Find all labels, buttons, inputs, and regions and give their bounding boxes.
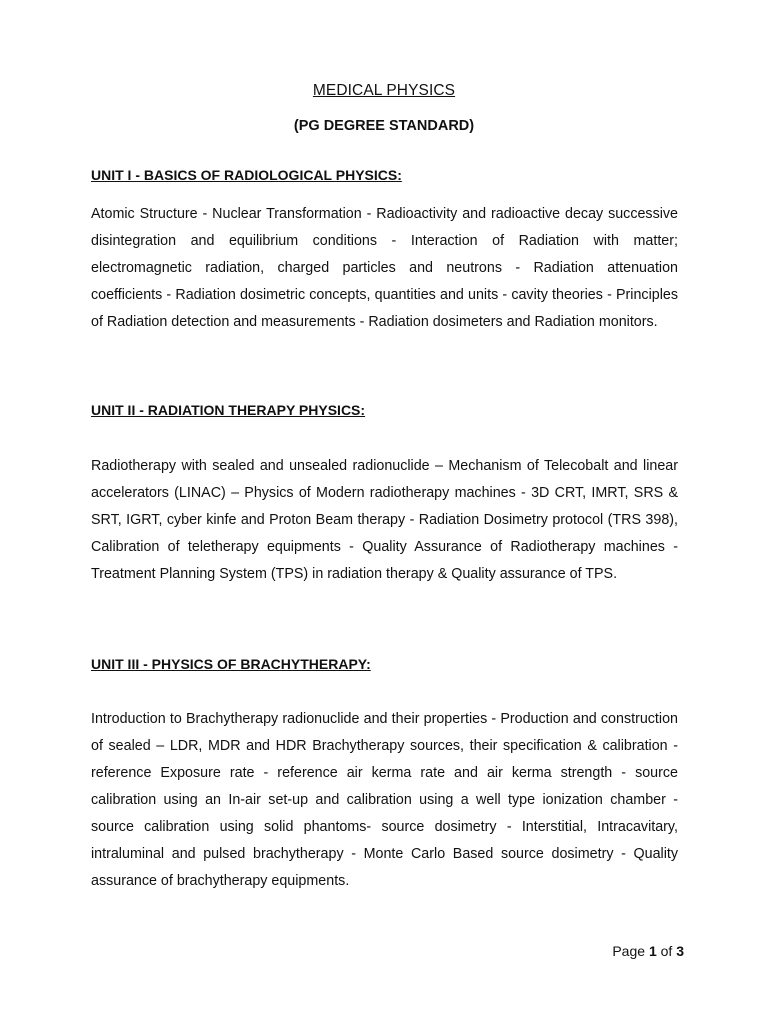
unit-2-body: Radiotherapy with sealed and unsealed radionuclide – Mechanism of Telecobalt and linear accelerators (LINAC) – Physics of Modern radiotherapy machines - 3D CRT, IMRT, SRS & SRT, IGRT, cyber kinfe and Proton Beam therapy - Radiation Dosimetry protocol (TRS 398), Calibration of teletherapy equipments - Quality Assurance of Radiotherapy machines - Treatment Planning System (TPS) in radiation therapy & Quality assurance of TPS. — [91, 458, 678, 582]
unit-3-heading: UNIT III - PHYSICS OF BRACHYTHERAPY: — [91, 656, 371, 672]
document-title: MEDICAL PHYSICS — [312, 82, 456, 99]
document-subtitle: (PG DEGREE STANDARD) — [293, 118, 475, 134]
page-label: Page — [612, 943, 646, 959]
current-page: 1 — [648, 943, 657, 959]
unit-1-body: Atomic Structure - Nuclear Transformation - Radioactivity and radioactive decay successive disintegration and equilibrium conditions - Interaction of Radiation with matter; electromagnetic radiation, charged particles and neutrons - Radiation attenuation coefficients - Radiation dosimetric concepts, quantities and units - cavity theories - Principles of Radiation detection and measurements - Radiation dosimeters and Radiation monitors. — [91, 206, 678, 330]
page-number — [612, 943, 684, 959]
unit-3-body: Introduction to Brachytherapy radionuclide and their properties - Production and construction of sealed – LDR, MDR and HDR Brachytherapy sources, their specification & calibration - reference Exposure rate - reference air kerma rate and air kerma strength - source calibration using an In-air set-up and calibration using a well type ionization chamber - source calibration using solid phantoms- source dosimetry - Interstitial, Intracavitary, intraluminal and pulsed brachytherapy - Monte Carlo Based source dosimetry - Quality assurance of brachytherapy equipments. — [91, 711, 678, 889]
total-pages: 3 — [676, 943, 684, 959]
unit-1-heading: UNIT I - BASICS OF RADIOLOGICAL PHYSICS: — [91, 167, 402, 183]
unit-2-heading: UNIT II - RADIATION THERAPY PHYSICS: — [91, 402, 366, 418]
of-label: of — [660, 943, 673, 959]
